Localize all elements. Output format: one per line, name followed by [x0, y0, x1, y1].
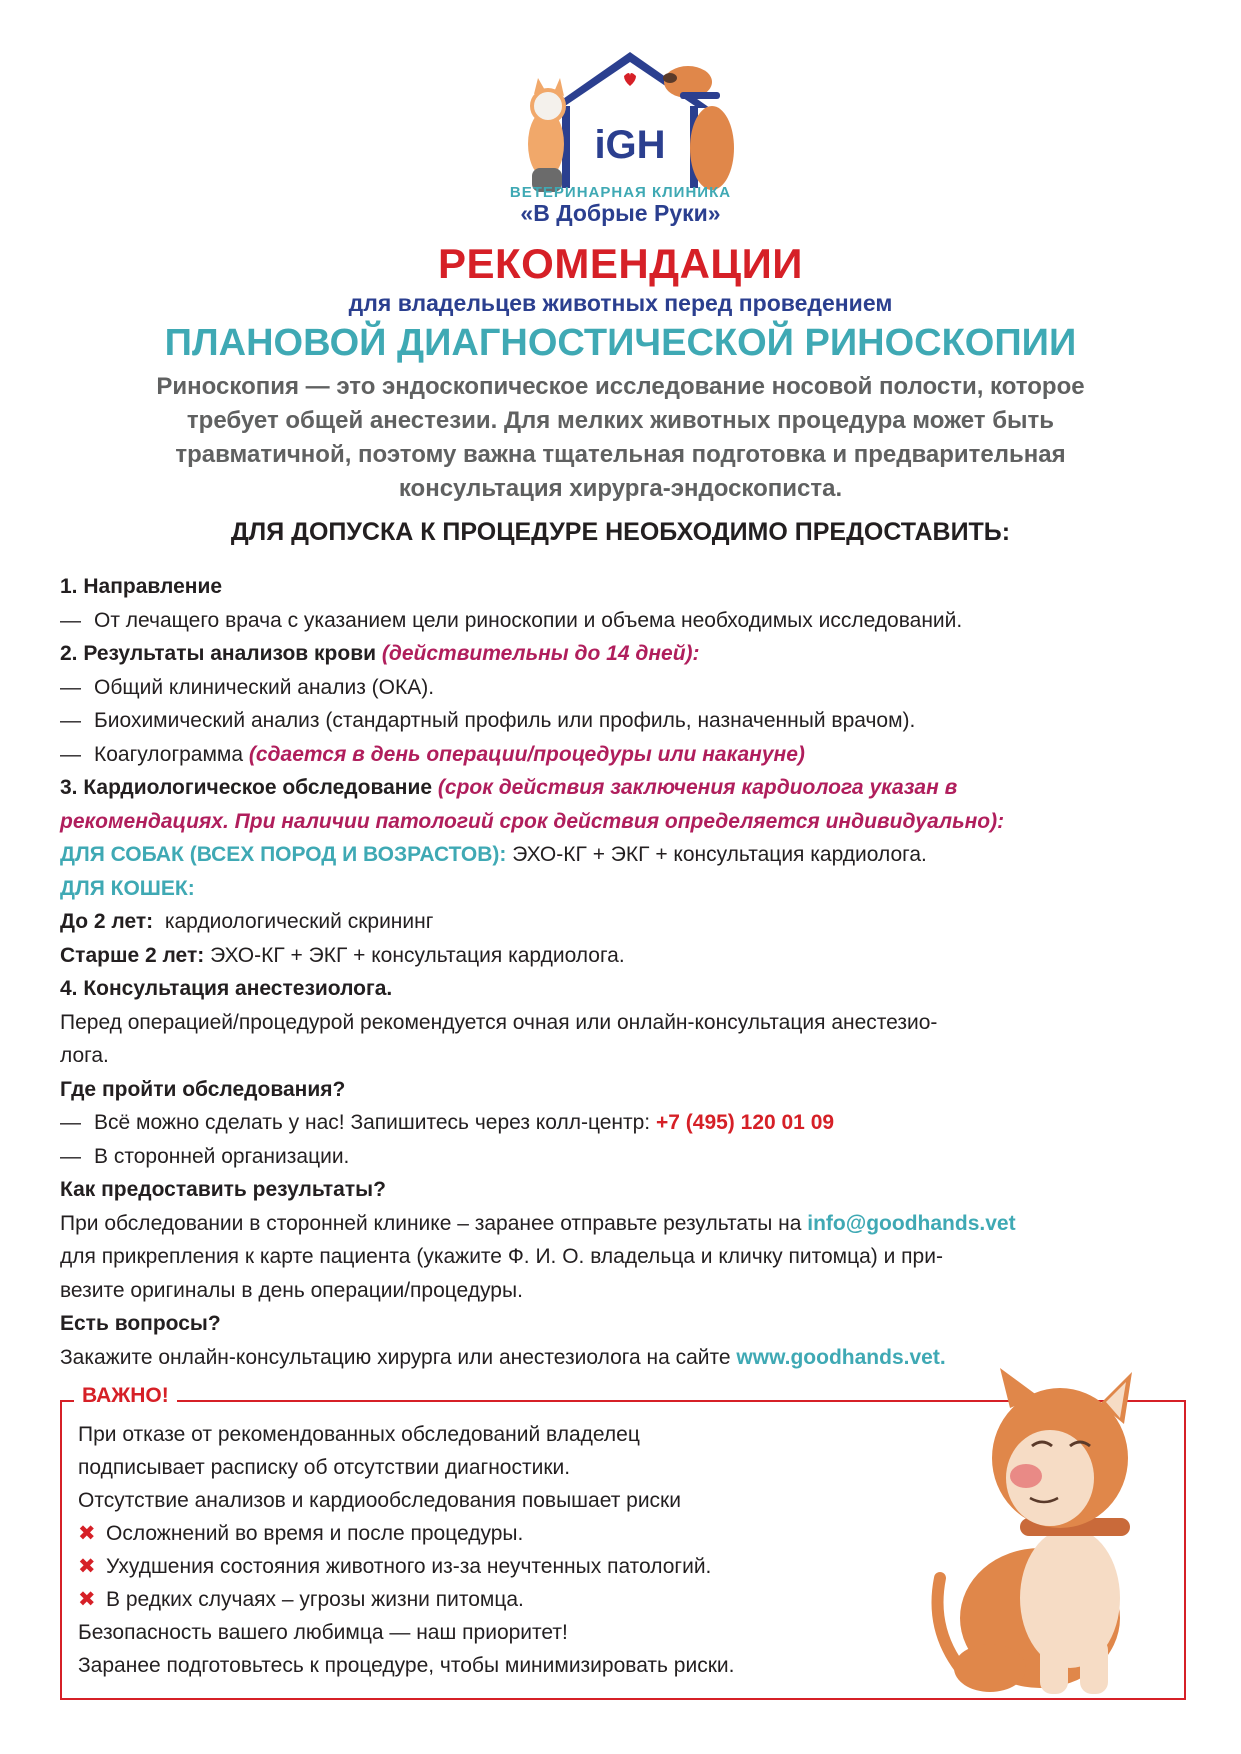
where-title: Где пройти обследования? [60, 1077, 346, 1101]
requirements-list [60, 570, 1185, 1374]
how-text: При обследовании в сторонней клинике – заранее отправьте результаты на [60, 1211, 802, 1235]
cats-label: ДЛЯ КОШЕК: [60, 876, 195, 900]
procedure-title: ПЛАНОВОЙ ДИАГНОСТИЧЕСКОЙ РИНОСКОПИИ [164, 322, 1077, 364]
cross-icon: ✖ [78, 1522, 96, 1545]
important-line: При отказе от рекомендованных обследований владелец [78, 1423, 640, 1446]
where-item: Всё можно сделать у нас! Запишитесь через колл-центр: [94, 1111, 651, 1134]
clinic-type: ВЕТЕРИНАРНАЯ КЛИНИКА [509, 184, 732, 201]
dogs-text: ЭХО-КГ + ЭКГ + консультация кардиолога. [512, 843, 927, 866]
how-text: везите оригиналы в день операции/процедуры. [60, 1278, 523, 1302]
intro-line: Риноскопия — это эндоскопическое исследование носовой полости, которое [156, 373, 1085, 400]
section-4-title: 4. Консультация анестезиолога. [60, 977, 393, 1000]
risk-item: Осложнений во время и после процедуры. [106, 1522, 524, 1545]
how-title: Как предоставить результаты? [60, 1178, 386, 1201]
important-line: Отсутствие анализов и кардиообследования повышает риски [78, 1489, 681, 1512]
dash: — [60, 709, 81, 732]
phone-link[interactable]: +7 (495) 120 01 09 [656, 1111, 835, 1134]
section-2-title: 2. Результаты анализов крови [60, 642, 377, 665]
important-text [78, 1418, 878, 1682]
page-title: РЕКОМЕНДАЦИИ [438, 240, 803, 287]
section-1-title: 1. Направление [60, 575, 223, 598]
cats-under2-label: До 2 лет: [60, 910, 154, 933]
how-text: для прикрепления к карте пациента (укажите Ф. И. О. владельца и кличку питомца) и при- [60, 1245, 943, 1268]
section-2-item: Биохимический анализ (стандартный профиль или профиль, назначенный врачом). [94, 709, 916, 732]
requirements-heading: ДЛЯ ДОПУСКА К ПРОЦЕДУРЕ НЕОБХОДИМО ПРЕДОСТАВИТЬ: [230, 518, 1011, 546]
intro-line: травматичной, поэтому важна тщательная подготовка и предварительная [175, 441, 1066, 468]
section-3-title: 3. Кардиологическое обследование [60, 776, 433, 799]
website-link[interactable]: www.goodhands.vet. [736, 1345, 946, 1369]
cross-icon: ✖ [78, 1588, 96, 1611]
section-2-item: Общий клинический анализ (ОКА). [94, 675, 435, 699]
section-1-item: От лечащего врача с указанием цели риноскопии и объема необходимых исследований. [94, 608, 963, 632]
section-2-item-note: (сдается в день операции/процедуры или накануне) [248, 742, 805, 766]
dogs-label: ДЛЯ СОБАК (ВСЕХ ПОРОД И ВОЗРАСТОВ): [60, 843, 507, 866]
intro-line: требует общей анестезии. Для мелких животных процедура может быть [186, 407, 1055, 434]
where-item: В сторонней организации. [94, 1144, 350, 1168]
section-4-text: лога. [60, 1044, 109, 1067]
section-2-item: Коагулограмма [94, 742, 244, 766]
dog-illustration [920, 1368, 1160, 1698]
dash: — [60, 1111, 81, 1134]
intro-paragraph [60, 370, 1181, 506]
risk-item: В редких случаях – угрозы жизни питомца. [106, 1588, 524, 1611]
important-footer: Безопасность вашего любимца — наш приоритет! [78, 1621, 568, 1644]
important-footer: Заранее подготовьтесь к процедуре, чтобы минимизировать риски. [78, 1654, 735, 1677]
section-3-note: (срок действия заключения кардиолога указан в [437, 776, 958, 799]
risk-item: Ухудшения состояния животного из-за неучтенных патологий. [106, 1555, 712, 1578]
dash: — [60, 742, 81, 766]
section-2-note: (действительны до 14 дней): [381, 642, 700, 665]
page-subtitle: для владельцев животных перед проведением [348, 290, 893, 316]
dash: — [60, 675, 81, 699]
section-3-note: рекомендациях. При наличии патологий срок действия определяется индивидуально): [60, 809, 1005, 833]
cats-under2-text: кардиологический скрининг [164, 910, 434, 933]
cross-icon: ✖ [78, 1555, 96, 1578]
questions-title: Есть вопросы? [60, 1312, 221, 1335]
cats-over2-label: Старше 2 лет: [60, 943, 205, 967]
important-line: подписывает расписку об отсутствии диагностики. [78, 1456, 571, 1479]
logo-badge: iGH [594, 123, 666, 167]
questions-text: Закажите онлайн-консультацию хирурга или анестезиолога на сайте [60, 1345, 731, 1369]
dash: — [60, 608, 81, 632]
email-link[interactable]: info@goodhands.vet [807, 1211, 1016, 1235]
dash: — [60, 1144, 81, 1168]
intro-line: консультация хирурга-эндоскописта. [398, 475, 843, 502]
clinic-name: «В Добрые Руки» [520, 200, 721, 226]
important-title: ВАЖНО! [74, 1384, 177, 1408]
section-4-text: Перед операцией/процедурой рекомендуется очная или онлайн-консультация анестезио- [60, 1010, 938, 1034]
cats-over2-text: ЭХО-КГ + ЭКГ + консультация кардиолога. [210, 943, 625, 967]
